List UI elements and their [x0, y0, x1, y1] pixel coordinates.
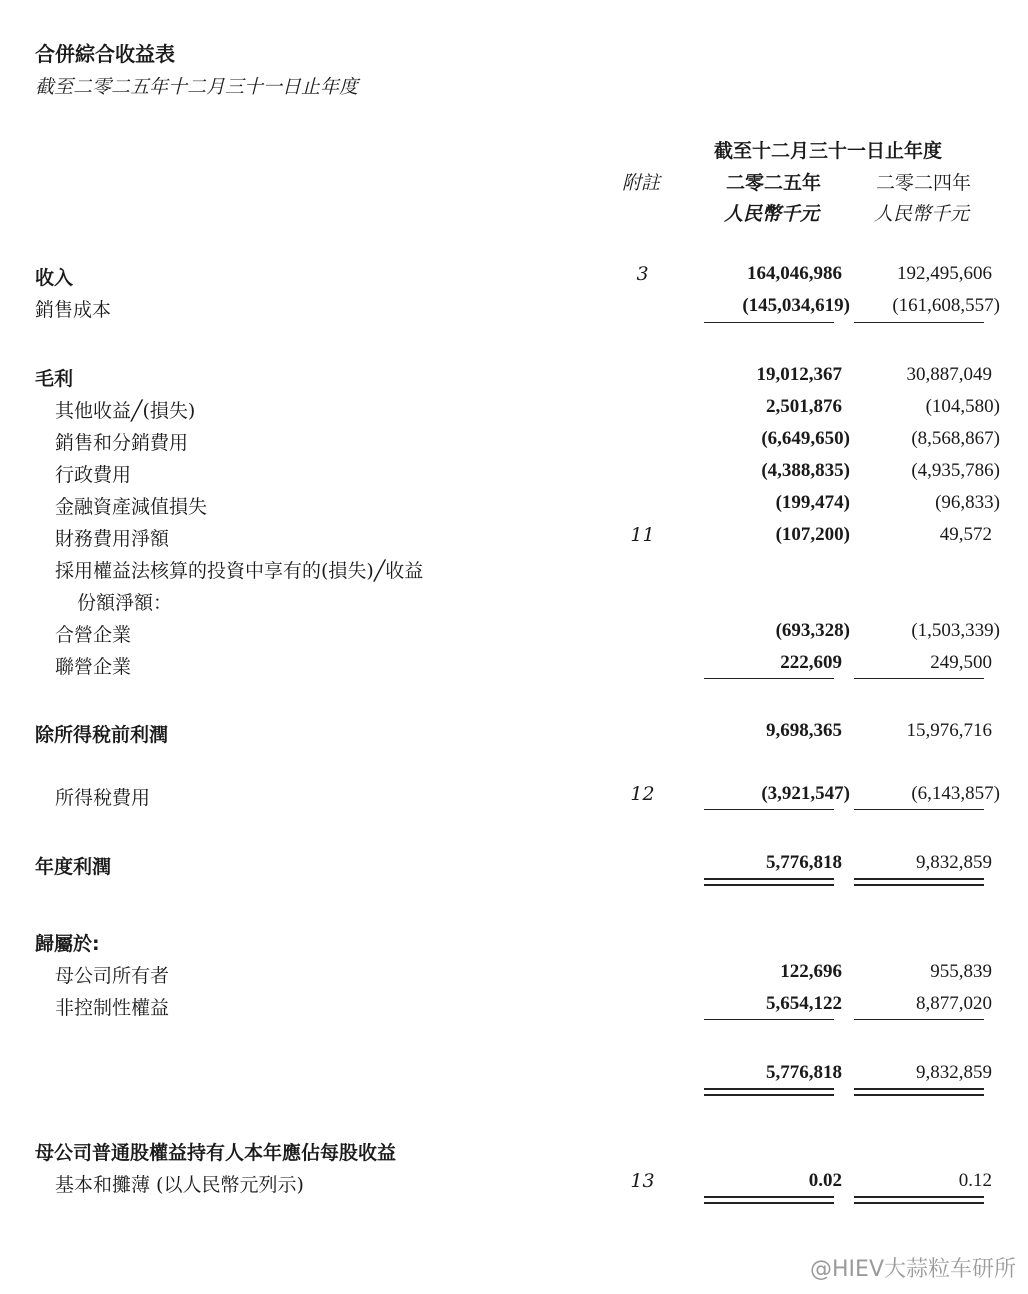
- table-row: [0, 524, 1028, 556]
- row-label: 其他收益╱(損失): [55, 400, 196, 422]
- table-row: [0, 783, 1028, 815]
- row-note: 13: [630, 1170, 655, 1192]
- row-value-2024: 0.12: [958, 1170, 992, 1191]
- row-value-2025: (145,034,619): [742, 295, 850, 316]
- row-label: 行政費用: [55, 464, 132, 486]
- row-label: 收入: [35, 267, 74, 289]
- row-label: 歸屬於:: [35, 933, 100, 955]
- subtotal-line: [854, 678, 984, 679]
- row-label: 除所得稅前利潤: [35, 724, 169, 746]
- row-value-2025: 222,609: [780, 652, 842, 673]
- row-label: 採用權益法核算的投資中享有的(損失)╱收益: [55, 560, 424, 582]
- row-value-2025: 5,654,122: [766, 993, 842, 1014]
- total-double-line: [704, 1088, 834, 1096]
- table-row: [0, 396, 1028, 428]
- row-value-2024: (8,568,867): [911, 428, 1000, 449]
- table-row: [0, 929, 1028, 961]
- row-label: 銷售和分銷費用: [55, 432, 189, 454]
- total-double-line: [854, 1088, 984, 1096]
- row-value-2024: (96,833): [935, 492, 1000, 513]
- table-row: [0, 720, 1028, 752]
- row-label: 年度利潤: [35, 856, 112, 878]
- row-label: 財務費用淨額: [55, 528, 170, 550]
- statement-title: 合併綜合收益表: [35, 42, 175, 66]
- row-value-2025: (3,921,547): [761, 783, 850, 804]
- statement-subtitle: 截至二零二五年十二月三十一日止年度: [35, 76, 359, 98]
- row-value-2025: (4,388,835): [761, 460, 850, 481]
- subtotal-line: [704, 322, 834, 323]
- row-value-2024: (4,935,786): [911, 460, 1000, 481]
- row-value-2024: (1,503,339): [911, 620, 1000, 641]
- col2-year-header: 二零二四年: [876, 172, 972, 194]
- table-row: [0, 961, 1028, 993]
- col2-unit-header: 人民幣千元: [874, 203, 970, 225]
- subtotal-line: [704, 809, 834, 810]
- row-value-2024: 9,832,859: [916, 852, 992, 873]
- row-note: 12: [630, 783, 655, 805]
- row-value-2024: 9,832,859: [916, 1062, 992, 1083]
- row-note: 11: [630, 524, 655, 546]
- row-value-2024: 249,500: [930, 652, 992, 673]
- row-value-2025: 5,776,818: [766, 1062, 842, 1083]
- row-value-2025: 2,501,876: [766, 396, 842, 417]
- table-row: [0, 428, 1028, 460]
- row-value-2025: (6,649,650): [761, 428, 850, 449]
- total-double-line: [704, 1196, 834, 1204]
- table-row: [0, 263, 1028, 295]
- table-row: [0, 588, 1028, 620]
- row-value-2024: 15,976,716: [906, 720, 992, 741]
- note-column-header: 附註: [622, 172, 661, 194]
- row-value-2025: (107,200): [775, 524, 850, 545]
- row-note: 3: [636, 263, 649, 285]
- subtotal-line: [704, 678, 834, 679]
- row-label: 非控制性權益: [55, 997, 170, 1019]
- row-value-2024: 192,495,606: [897, 263, 992, 284]
- row-label: 所得稅費用: [55, 787, 151, 809]
- subtotal-line: [854, 322, 984, 323]
- row-label: 金融資產減值損失: [55, 496, 208, 518]
- row-label: 份額淨額：: [77, 592, 173, 614]
- row-label: 毛利: [35, 368, 74, 390]
- table-row: [0, 364, 1028, 396]
- row-value-2024: 30,887,049: [906, 364, 992, 385]
- row-value-2024: (161,608,557): [892, 295, 1000, 316]
- total-double-line: [704, 878, 834, 886]
- row-label: 銷售成本: [35, 299, 112, 321]
- table-row: [0, 620, 1028, 652]
- row-value-2025: (693,328): [775, 620, 850, 641]
- row-value-2024: 955,839: [930, 961, 992, 982]
- table-row: [0, 993, 1028, 1025]
- table-row: [0, 460, 1028, 492]
- row-value-2025: 9,698,365: [766, 720, 842, 741]
- row-value-2024: 8,877,020: [916, 993, 992, 1014]
- total-double-line: [854, 878, 984, 886]
- subtotal-line: [704, 1019, 834, 1020]
- table-row: [0, 652, 1028, 684]
- row-value-2024: 49,572: [939, 524, 992, 545]
- row-value-2024: (104,580): [925, 396, 1000, 417]
- total-double-line: [854, 1196, 984, 1204]
- row-value-2025: 19,012,367: [756, 364, 842, 385]
- row-label: 母公司所有者: [55, 965, 170, 987]
- row-value-2025: 0.02: [808, 1170, 842, 1191]
- row-value-2025: 122,696: [780, 961, 842, 982]
- row-label: 母公司普通股權益持有人本年應佔每股收益: [35, 1142, 397, 1164]
- col1-unit-header: 人民幣千元: [724, 203, 820, 225]
- watermark: @HIEV大蒜粒车研所: [810, 1257, 1016, 1282]
- row-label: 合營企業: [55, 624, 132, 646]
- row-value-2025: (199,474): [775, 492, 850, 513]
- row-value-2025: 5,776,818: [766, 852, 842, 873]
- row-label: 聯營企業: [55, 656, 132, 678]
- table-row: [0, 1138, 1028, 1170]
- row-value-2025: 164,046,986: [747, 263, 842, 284]
- table-row: [0, 492, 1028, 524]
- table-row: [0, 556, 1028, 588]
- period-header: 截至十二月三十一日止年度: [714, 140, 943, 162]
- row-label: 基本和攤薄 (以人民幣元列示): [55, 1174, 304, 1196]
- subtotal-line: [854, 809, 984, 810]
- subtotal-line: [854, 1019, 984, 1020]
- row-value-2024: (6,143,857): [911, 783, 1000, 804]
- col1-year-header: 二零二五年: [726, 172, 822, 194]
